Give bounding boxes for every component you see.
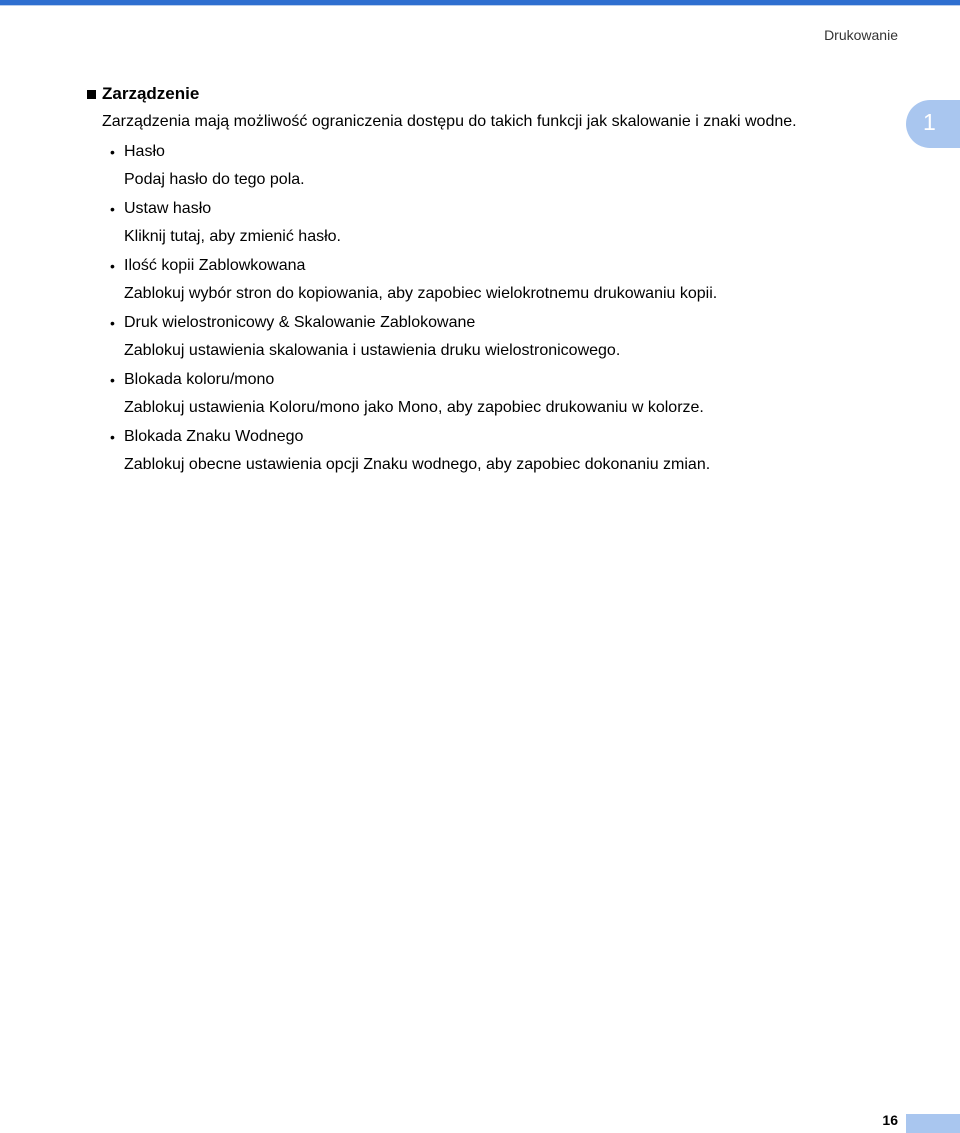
item-title: Blokada koloru/mono xyxy=(124,371,275,388)
bullet-icon: • xyxy=(110,201,115,217)
list-item xyxy=(107,426,717,483)
item-title: Druk wielostronicowy & Skalowanie Zablokowane xyxy=(124,314,476,331)
chapter-number: 1 xyxy=(923,109,936,135)
bullet-icon: • xyxy=(110,315,115,331)
item-title: Ustaw hasło xyxy=(124,200,212,217)
item-title: Hasło xyxy=(124,143,165,160)
item-title: Blokada Znaku Wodnego xyxy=(124,428,304,445)
list-item xyxy=(107,141,717,198)
bullet-icon: • xyxy=(110,429,115,445)
item-description: Zablokuj obecne ustawienia opcji Znaku wodnego, aby zapobiec dokonaniu zmian. xyxy=(124,456,711,473)
section-title: Zarządzenie xyxy=(102,84,200,103)
list-item xyxy=(107,312,717,369)
running-header-title: Drukowanie xyxy=(824,27,898,43)
section-intro: Zarządzenia mają możliwość ograniczenia dostępu do takich funkcji jak skalowanie i znaki wodne. xyxy=(102,113,797,130)
section-heading xyxy=(87,84,199,104)
settings-list xyxy=(107,141,717,483)
list-item xyxy=(107,255,717,312)
bullet-icon: • xyxy=(110,258,115,274)
square-bullet-icon xyxy=(87,90,96,99)
chapter-tab xyxy=(906,100,960,148)
item-description: Zablokuj ustawienia Koloru/mono jako Mono, aby zapobiec drukowaniu w kolorze. xyxy=(124,399,704,416)
list-item xyxy=(107,198,717,255)
item-title: Ilość kopii Zablowkowana xyxy=(124,257,306,274)
page-number: 16 xyxy=(882,1112,898,1128)
item-description: Podaj hasło do tego pola. xyxy=(124,171,305,188)
list-item xyxy=(107,369,717,426)
footer-tab xyxy=(906,1114,960,1133)
item-description: Zablokuj wybór stron do kopiowania, aby zapobiec wielokrotnemu drukowaniu kopii. xyxy=(124,285,718,302)
bullet-icon: • xyxy=(110,144,115,160)
item-description: Kliknij tutaj, aby zmienić hasło. xyxy=(124,228,341,245)
header-rule xyxy=(0,0,960,5)
bullet-icon: • xyxy=(110,372,115,388)
item-description: Zablokuj ustawienia skalowania i ustawienia druku wielostronicowego. xyxy=(124,342,621,359)
